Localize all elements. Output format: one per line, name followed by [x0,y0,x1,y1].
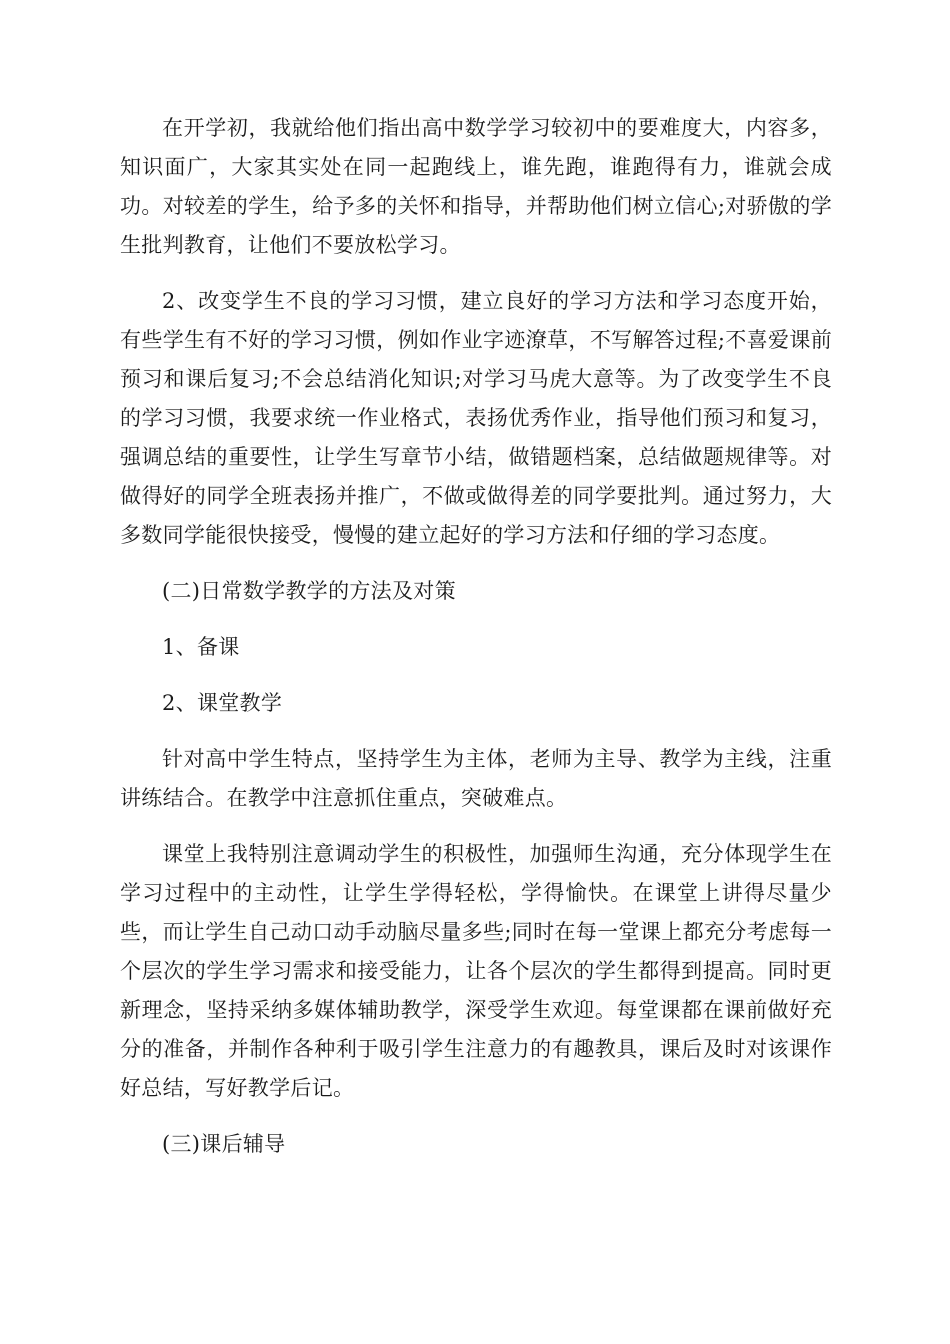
paragraph-spacer [120,818,832,835]
document-body [120,109,832,1164]
paragraph-spacer [120,1108,832,1125]
item-classroom-teaching: 2、课堂教学 [162,691,283,715]
paragraph-opening-guidance: 在开学初，我就给他们指出高中数学学习较初中的要难度大，内容多，知识面广，大家其实处在同一起跑线上，谁先跑，谁跑得有力，谁就会成功。对较差的学生，给予多的关怀和指导，并帮助他们树立信心;对骄傲的学生批判教育，让他们不要放松学习。 [120,116,832,257]
paragraph-spacer [120,265,832,282]
paragraph-spacer [120,723,832,740]
paragraph-study-habits: 2、改变学生不良的学习习惯，建立良好的学习方法和学习态度开始，有些学生有不好的学习习惯，例如作业字迹潦草，不写解答过程;不喜爱课前预习和课后复习;不会总结消化知识;对学习马虎大意等。为了改变学生不良的学习习惯，我要求统一作业格式，表扬优秀作业，指导他们预习和复习，强调总结的重要性，让学生写章节小结，做错题档案，总结做题规律等。对做得好的同学全班表扬并推广，不做或做得差的同学要批判。通过努力，大多数同学能很快接受，慢慢的建立起好的学习方法和仔细的学习态度。 [120,289,832,547]
paragraph-spacer [120,667,832,684]
paragraph-student-centered: 针对高中学生特点，坚持学生为主体，老师为主导、教学为主线，注重讲练结合。在教学中注意抓住重点，突破难点。 [120,747,832,810]
paragraph-spacer [120,611,832,628]
section-heading-daily-teaching: (二)日常数学教学的方法及对策 [162,579,456,603]
item-lesson-prep: 1、备课 [162,635,240,659]
paragraph-spacer [120,555,832,572]
section-heading-after-class-tutoring: (三)课后辅导 [162,1132,286,1156]
paragraph-classroom-engagement: 课堂上我特别注意调动学生的积极性，加强师生沟通，充分体现学生在学习过程中的主动性，让学生学得轻松，学得愉快。在课堂上讲得尽量少些，而让学生自己动口动手动脑尽量多些;同时在每一堂课上都充分考虑每一个层次的学生学习需求和接受能力，让各个层次的学生都得到提高。同时更新理念，坚持采纳多媒体辅助教学，深受学生欢迎。每堂课都在课前做好充分的准备，并制作各种利于吸引学生注意力的有趣教具，课后及时对该课作好总结，写好教学后记。 [120,842,832,1100]
